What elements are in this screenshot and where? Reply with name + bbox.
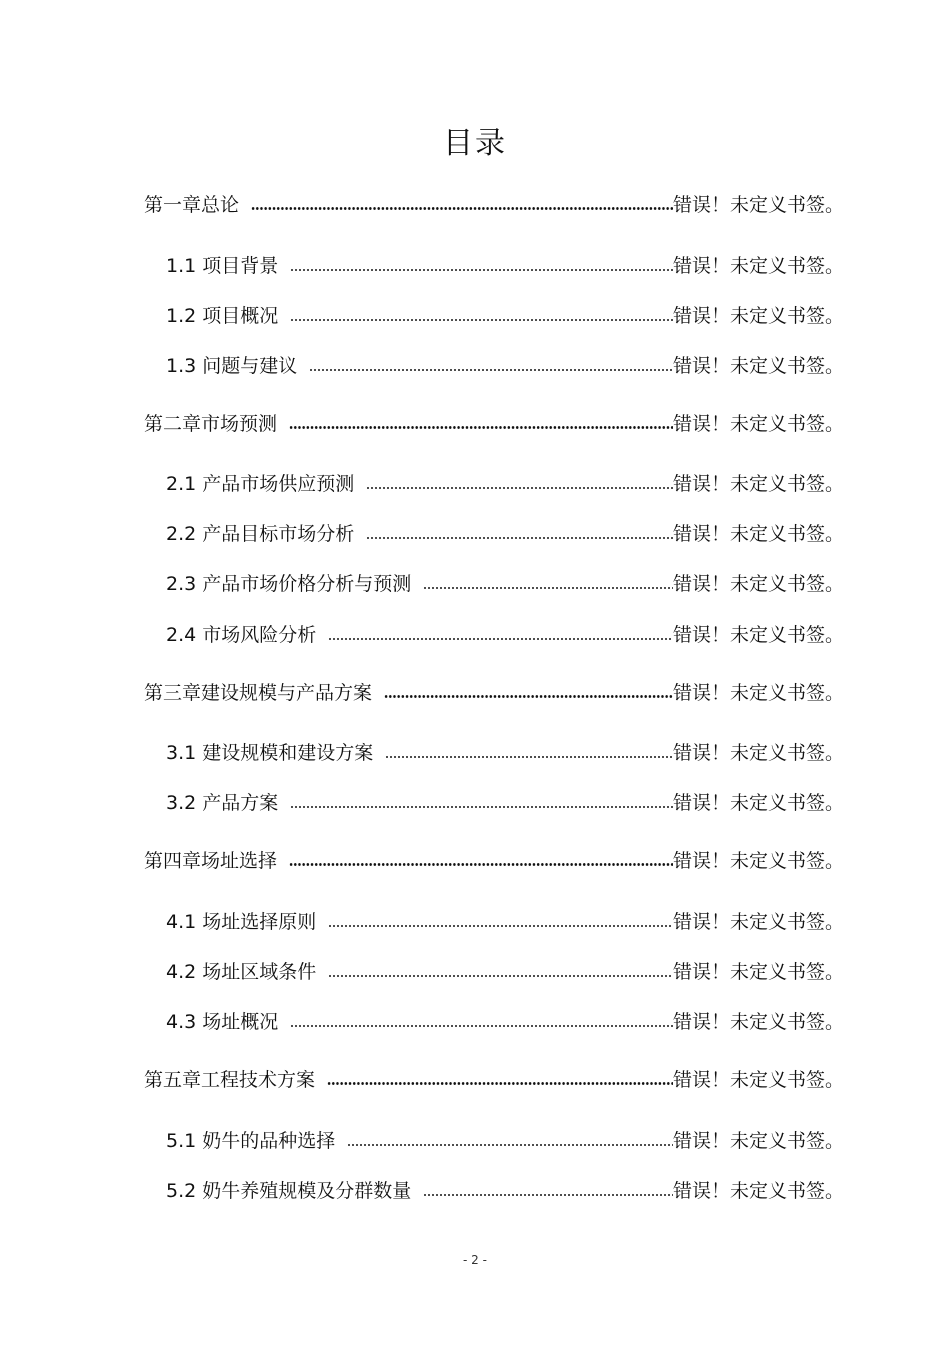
toc-leader-dots	[309, 367, 673, 372]
toc-entry-label: 1.3 问题与建议	[166, 355, 298, 377]
toc-title: 目录	[443, 126, 507, 161]
toc-entry-page-ref: 错误！未定义书签。	[672, 850, 844, 872]
toc-entry-section[interactable]	[166, 1123, 844, 1153]
toc-entry-label: 第三章建设规模与产品方案	[144, 682, 373, 704]
toc-entry-section[interactable]	[166, 566, 844, 596]
toc-entry-label: 3.2 产品方案	[166, 792, 279, 814]
toc-leader-dots	[423, 585, 673, 590]
toc-entry-section[interactable]	[166, 904, 844, 934]
toc-entry-section[interactable]	[166, 516, 844, 546]
toc-leader-dots	[385, 754, 673, 759]
toc-leader-dots	[366, 535, 673, 540]
toc-leader-dots	[327, 1081, 673, 1086]
toc-entry-page-ref: 错误！未定义书签。	[672, 682, 844, 704]
toc-entry-page-ref: 错误！未定义书签。	[672, 194, 844, 216]
toc-leader-dots	[366, 485, 673, 490]
toc-entry-page-ref: 错误！未定义书签。	[672, 911, 844, 933]
toc-entry-label: 第二章市场预测	[144, 413, 278, 435]
toc-leader-dots	[423, 1192, 673, 1197]
toc-entry-page-ref: 错误！未定义书签。	[672, 413, 844, 435]
toc-entry-label: 5.2 奶牛养殖规模及分群数量	[166, 1180, 412, 1202]
toc-entry-label: 3.1 建设规模和建设方案	[166, 742, 374, 764]
toc-entry-page-ref: 错误！未定义书签。	[672, 1069, 844, 1091]
toc-entry-label: 4.3 场址概况	[166, 1011, 279, 1033]
toc-entry-page-ref: 错误！未定义书签。	[672, 255, 844, 277]
toc-entry-section[interactable]	[166, 735, 844, 765]
toc-entry-chapter[interactable]	[144, 187, 844, 217]
toc-entry-label: 2.3 产品市场价格分析与预测	[166, 573, 412, 595]
toc-leader-dots	[289, 425, 673, 430]
toc-entry-section[interactable]	[166, 1004, 844, 1034]
toc-leader-dots	[290, 1023, 673, 1028]
page-number: - 2 -	[463, 1253, 487, 1267]
toc-entry-chapter[interactable]	[144, 675, 844, 705]
toc-entry-page-ref: 错误！未定义书签。	[672, 624, 844, 646]
toc-entry-label: 第五章工程技术方案	[144, 1069, 316, 1091]
toc-entry-page-ref: 错误！未定义书签。	[672, 961, 844, 983]
toc-leader-dots	[290, 804, 673, 809]
toc-entry-section[interactable]	[166, 248, 844, 278]
toc-entry-label: 2.4 市场风险分析	[166, 624, 317, 646]
toc-entry-page-ref: 错误！未定义书签。	[672, 742, 844, 764]
toc-entry-label: 1.2 项目概况	[166, 305, 279, 327]
toc-entry-section[interactable]	[166, 785, 844, 815]
toc-entry-page-ref: 错误！未定义书签。	[672, 1130, 844, 1152]
toc-entry-chapter[interactable]	[144, 406, 844, 436]
toc-leader-dots	[328, 973, 673, 978]
toc-entry-label: 5.1 奶牛的品种选择	[166, 1130, 336, 1152]
toc-entry-section[interactable]	[166, 466, 844, 496]
toc-entry-page-ref: 错误！未定义书签。	[672, 1011, 844, 1033]
toc-entry-section[interactable]	[166, 1173, 844, 1203]
toc-entry-page-ref: 错误！未定义书签。	[672, 523, 844, 545]
toc-entry-page-ref: 错误！未定义书签。	[672, 792, 844, 814]
toc-entry-label: 1.1 项目背景	[166, 255, 279, 277]
toc-entry-page-ref: 错误！未定义书签。	[672, 573, 844, 595]
toc-entry-page-ref: 错误！未定义书签。	[672, 1180, 844, 1202]
toc-leader-dots	[328, 636, 673, 641]
toc-entry-section[interactable]	[166, 617, 844, 647]
toc-entry-chapter[interactable]	[144, 843, 844, 873]
toc-entry-label: 2.2 产品目标市场分析	[166, 523, 355, 545]
toc-leader-dots	[290, 317, 673, 322]
toc-entry-page-ref: 错误！未定义书签。	[672, 305, 844, 327]
toc-entry-page-ref: 错误！未定义书签。	[672, 355, 844, 377]
toc-entry-label: 4.1 场址选择原则	[166, 911, 317, 933]
toc-entry-label: 4.2 场址区域条件	[166, 961, 317, 983]
toc-leader-dots	[251, 206, 673, 211]
toc-leader-dots	[289, 862, 673, 867]
toc-leader-dots	[290, 267, 673, 272]
toc-entry-section[interactable]	[166, 298, 844, 328]
toc-entry-page-ref: 错误！未定义书签。	[672, 473, 844, 495]
toc-leader-dots	[347, 1142, 673, 1147]
toc-leader-dots	[384, 694, 673, 699]
toc-entry-label: 第四章场址选择	[144, 850, 278, 872]
toc-entry-label: 第一章总论	[144, 194, 240, 216]
toc-entry-chapter[interactable]	[144, 1062, 844, 1092]
toc-entry-label: 2.1 产品市场供应预测	[166, 473, 355, 495]
toc-entry-section[interactable]	[166, 348, 844, 378]
toc-leader-dots	[328, 923, 673, 928]
toc-entry-section[interactable]	[166, 954, 844, 984]
